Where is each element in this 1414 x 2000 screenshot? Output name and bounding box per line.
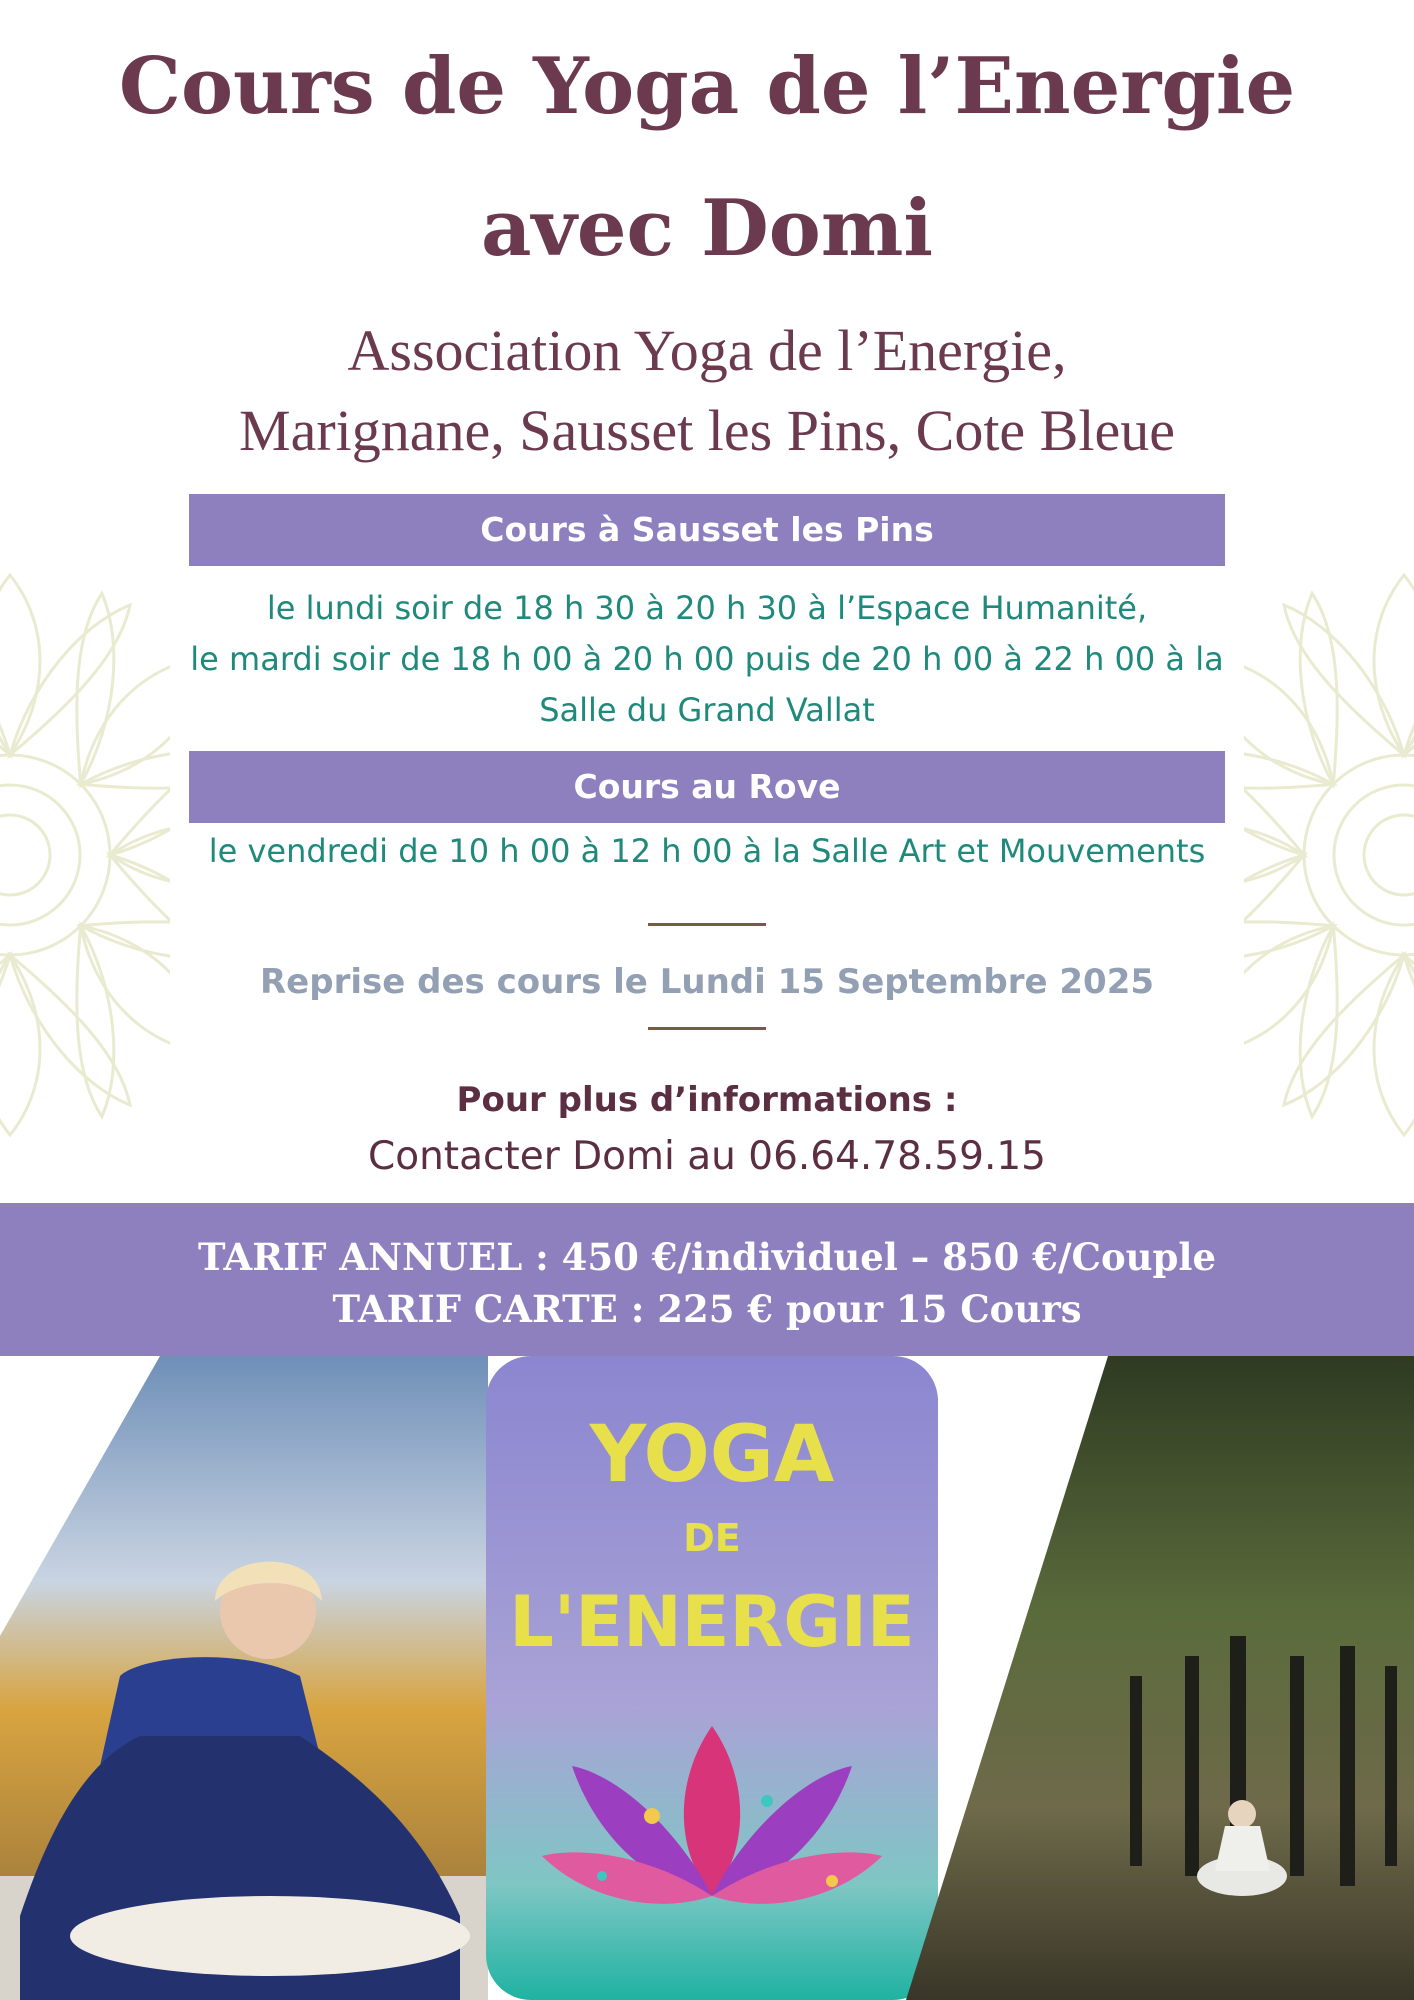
poster-de: DE [683, 1516, 741, 1560]
info-heading: Pour plus d’informations : [456, 1080, 958, 1120]
sausset-schedule-line: le mardi soir de 18 h 00 à 20 h 00 puis de 20 h 00 à 22 h 00 à la [190, 640, 1224, 678]
photo-forest [906, 1356, 1414, 2000]
page-title-line1: Cours de Yoga de l’Energie [118, 41, 1296, 132]
subtitle-line1: Association Yoga de l’Energie, [347, 318, 1067, 383]
poster-card [486, 1356, 938, 2000]
poster-title: YOGA [589, 1410, 835, 1500]
subtitle-line2: Marignane, Sausset les Pins, Cote Bleue [239, 398, 1175, 463]
reprise-date: Reprise des cours le Lundi 15 Septembre 2025 [259, 962, 1155, 1002]
sausset-heading: Cours à Sausset les Pins [189, 494, 1225, 566]
rove-heading: Cours au Rove [189, 751, 1225, 823]
tarif-card: TARIF CARTE : 225 € pour 15 Cours [332, 1287, 1082, 1331]
sausset-schedule-line: Salle du Grand Vallat [539, 691, 875, 729]
contact-phone: Contacter Domi au 06.64.78.59.15 [367, 1134, 1046, 1179]
divider-bottom [648, 1027, 766, 1030]
sausset-schedule-line: le lundi soir de 18 h 30 à 20 h 30 à l’Espace Humanité, [266, 589, 1148, 627]
photo-strip [0, 1356, 1414, 2000]
page-title-line2: avec Domi [481, 183, 933, 274]
rove-schedule-line: le vendredi de 10 h 00 à 12 h 00 à la Salle Art et Mouvements [208, 832, 1206, 870]
poster-energie: L'ENERGIE [509, 1581, 915, 1663]
tarif-band [0, 1203, 1414, 1356]
tarif-annual: TARIF ANNUEL : 450 €/individuel – 850 €/Couple [198, 1235, 1216, 1279]
photo-domi [0, 1356, 488, 2000]
divider-top [648, 923, 766, 926]
